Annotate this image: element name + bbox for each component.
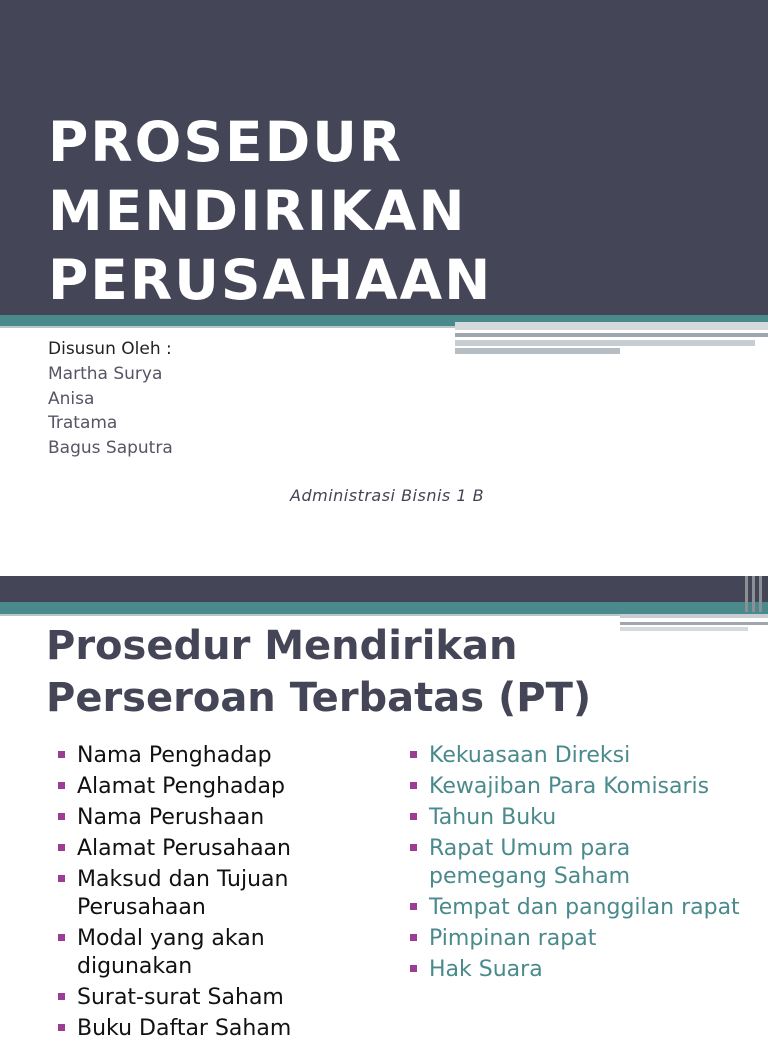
gray-stripe bbox=[455, 322, 768, 330]
light-stripe bbox=[0, 614, 620, 616]
department-label: Administrasi Bisnis 1 B bbox=[290, 486, 485, 505]
author-name: Anisa bbox=[48, 388, 95, 409]
list-item bbox=[408, 835, 748, 891]
bullet-icon bbox=[58, 934, 65, 941]
slide-gap bbox=[0, 562, 768, 576]
bullet-icon bbox=[410, 844, 417, 851]
presentation-title bbox=[48, 108, 492, 315]
list-item-text: Kekuasaan Direksi bbox=[429, 743, 631, 768]
gray-stripe bbox=[745, 576, 748, 612]
gray-stripe bbox=[455, 348, 620, 354]
list-item bbox=[408, 742, 748, 770]
left-bullet-list bbox=[56, 742, 386, 1046]
list-item bbox=[56, 925, 386, 981]
bullet-icon bbox=[410, 751, 417, 758]
gray-stripe bbox=[455, 333, 768, 337]
bullet-icon bbox=[410, 934, 417, 941]
list-item-text: Nama Perushaan bbox=[77, 805, 265, 830]
right-bullet-list bbox=[408, 742, 748, 987]
list-item-text: Tahun Buku bbox=[429, 805, 557, 830]
bullet-icon bbox=[58, 875, 65, 882]
gray-stripe bbox=[752, 576, 755, 612]
list-item-text: Nama Penghadap bbox=[77, 743, 272, 768]
list-item-text: Tempat dan panggilan rapat bbox=[429, 895, 740, 920]
gray-stripe bbox=[455, 340, 755, 346]
content-slide bbox=[0, 576, 768, 1041]
list-item bbox=[56, 866, 386, 922]
list-item bbox=[56, 804, 386, 832]
list-item-text: Modal yang akan digunakan bbox=[77, 926, 265, 979]
bullet-icon bbox=[58, 844, 65, 851]
author-list bbox=[48, 362, 173, 460]
list-item-text: Surat-surat Saham bbox=[77, 985, 284, 1010]
gray-stripe bbox=[620, 627, 748, 631]
title-line: PERUSAHAAN bbox=[48, 248, 493, 312]
list-item bbox=[408, 804, 748, 832]
author-name: Tratama bbox=[48, 413, 118, 433]
list-item bbox=[56, 984, 386, 1012]
list-item-text: Rapat Umum para pemegang Saham bbox=[429, 836, 631, 889]
bullet-icon bbox=[58, 993, 65, 1000]
list-item bbox=[56, 1015, 386, 1043]
slide-title bbox=[46, 620, 591, 724]
gray-stripe bbox=[620, 622, 768, 625]
list-item bbox=[408, 773, 748, 801]
author-name: Martha Surya bbox=[48, 364, 163, 384]
list-item bbox=[56, 773, 386, 801]
list-item-text: Pimpinan rapat bbox=[429, 926, 597, 951]
gray-stripe bbox=[620, 614, 768, 618]
author-label: Disusun Oleh : bbox=[48, 339, 172, 359]
bullet-icon bbox=[410, 813, 417, 820]
list-item bbox=[56, 742, 386, 770]
list-item-text: Alamat Penghadap bbox=[77, 774, 285, 799]
teal-stripe bbox=[0, 602, 768, 614]
content-header-band bbox=[0, 576, 768, 602]
bullet-icon bbox=[58, 782, 65, 789]
list-item bbox=[408, 956, 748, 984]
gray-stripe bbox=[759, 576, 762, 612]
bullet-icon bbox=[58, 813, 65, 820]
list-item bbox=[408, 925, 748, 953]
list-item-text: Kewajiban Para Komisaris bbox=[429, 774, 710, 799]
bullet-icon bbox=[58, 751, 65, 758]
title-line: PROSEDUR bbox=[48, 110, 404, 174]
list-item bbox=[408, 894, 748, 922]
list-item bbox=[56, 835, 386, 863]
bullet-icon bbox=[410, 782, 417, 789]
list-item-text: Buku Daftar Saham bbox=[77, 1016, 292, 1041]
title-line: MENDIRIKAN bbox=[48, 179, 467, 243]
bullet-icon bbox=[410, 965, 417, 972]
list-item-text: Maksud dan Tujuan Perusahaan bbox=[77, 867, 289, 920]
list-item-text: Alamat Perusahaan bbox=[77, 836, 291, 861]
light-stripe bbox=[0, 326, 455, 328]
title-line: Perseroan Terbatas (PT) bbox=[46, 675, 592, 721]
bullet-icon bbox=[410, 903, 417, 910]
list-item-text: Hak Suara bbox=[429, 957, 543, 982]
bullet-icon bbox=[58, 1024, 65, 1031]
author-name: Bagus Saputra bbox=[48, 437, 173, 458]
title-line: Prosedur Mendirikan bbox=[46, 623, 518, 669]
